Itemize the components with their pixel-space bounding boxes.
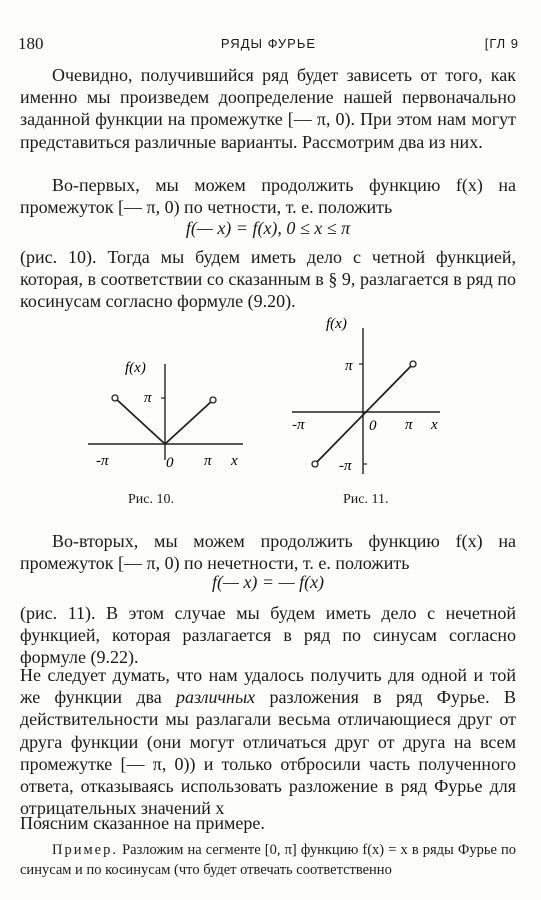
paragraph-7: Поясним сказанное на примере.	[20, 813, 265, 833]
figure-11	[288, 312, 448, 482]
paragraph-1: Очевидно, получившийся ряд будет зависеть от того, как именно мы произведем доопределение нашей первоначально заданной функции на промежутке [— π, 0). При этом нам могут представиться различные варианты. Рассмотрим два из них.	[20, 65, 516, 152]
paragraph-2: Во-первых, мы можем продолжить функцию f(x) на промежуток [— π, 0) по четности, т. е. положить	[20, 175, 516, 218]
fig11-graph	[315, 364, 413, 464]
fig10-tick-pi: π	[204, 453, 212, 469]
fig10-origin: 0	[166, 455, 174, 471]
fig10-y-label: f(x)	[125, 360, 146, 376]
running-title: РЯДЫ ФУРЬЕ	[220, 36, 317, 51]
paragraph-6-start: Не следует думать, что нам удалось получить для одной и той же функции два	[20, 665, 516, 708]
chapter-label: [ГЛ 9	[484, 36, 519, 51]
paragraph-5: (рис. 11). В этом случае мы будем иметь дело с нечетной функцией, которая разлагается в ряд по синусам согласно формуле (9.22).	[20, 603, 516, 668]
fig10-open-point-right	[210, 397, 216, 403]
page-number: 180	[18, 34, 44, 53]
fig11-y-tick-pi: π	[345, 358, 353, 374]
fig11-y-tick-neg-pi: -π	[339, 458, 352, 474]
fig10-graph-left	[115, 398, 165, 444]
fig10-y-tick-pi: π	[144, 390, 152, 406]
formula-odd: f(— x) = — f(x)	[211, 572, 325, 592]
paragraph-3: (рис. 10). Тогда мы будем иметь дело с четной функцией, которая, в соответствии со сказанным в § 9, разлагается в ряд по косинусам согласно формуле (9.20).	[20, 247, 516, 312]
fig11-caption: Рис. 11.	[343, 492, 389, 507]
fig10-graph-right	[165, 400, 213, 444]
paragraph-6-end: разложения в ряд Фурье. В действительности мы разлагали весьма отличающиеся друг от друга функции (они могут отличаться друг от друга на всем промежутке [— π, 0)) и только отбросили часть полученного ответа, отказываясь использовать разложение в ряд Фурье для отрицательных значений x	[20, 687, 516, 819]
fig11-tick-pi: π	[405, 417, 413, 433]
page-header	[18, 34, 519, 56]
paragraph-4: Во-вторых, мы можем продолжить функцию f(x) на промежуток [— π, 0) по нечетности, т. е. положить	[20, 531, 516, 574]
fig10-caption: Рис. 10.	[128, 492, 174, 507]
example-label: Пример.	[52, 842, 118, 858]
example-text: Разложим на сегменте [0, π] функцию f(x) = x в ряды Фурье по синусам и по косинусам (что будет отвечать соответственно	[20, 842, 516, 878]
fig10-x-label: x	[231, 453, 238, 469]
fig10-open-point-left	[112, 395, 118, 401]
fig11-origin: 0	[369, 418, 377, 434]
example-paragraph	[20, 840, 516, 880]
fig11-x-label: x	[431, 417, 438, 433]
formula-even: f(— x) = f(x), 0 ≤ x ≤ π	[185, 218, 351, 238]
figure-10	[88, 350, 248, 480]
fig11-y-label: f(x)	[326, 316, 347, 332]
fig11-tick-neg-pi: -π	[292, 417, 305, 433]
paragraph-6	[20, 664, 516, 819]
paragraph-6-emphasis: различных	[176, 687, 256, 708]
fig11-open-point-high	[410, 361, 416, 367]
fig10-tick-neg-pi: -π	[96, 453, 109, 469]
fig11-open-point-low	[312, 461, 318, 467]
